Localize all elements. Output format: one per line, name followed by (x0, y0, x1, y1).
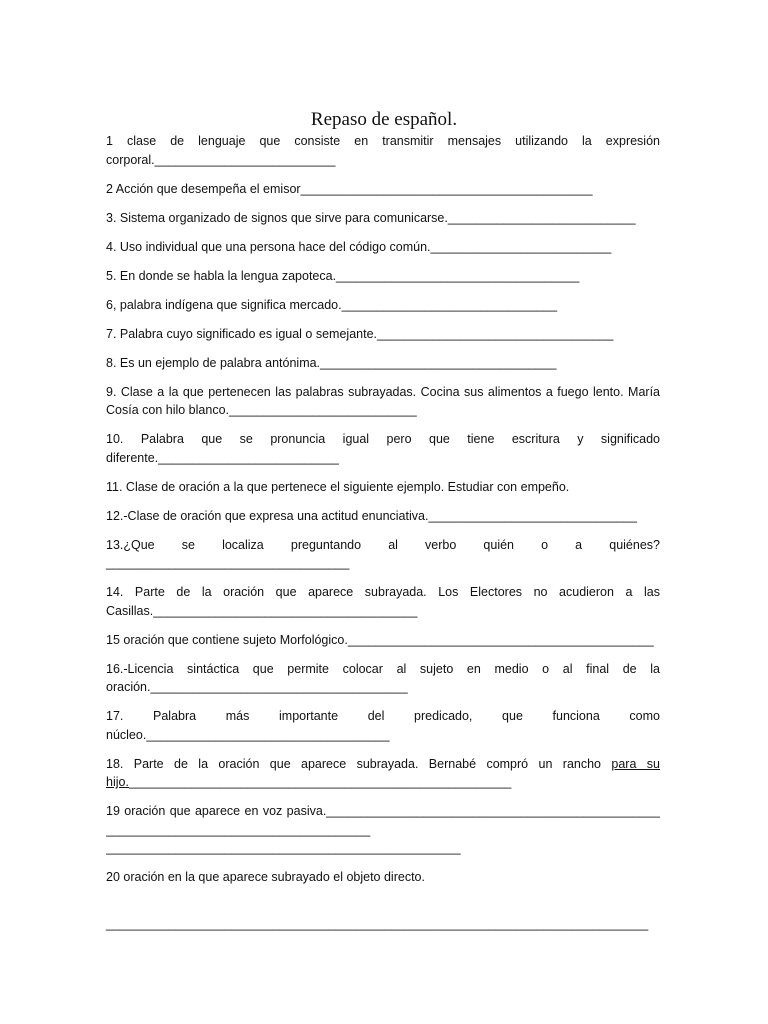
question-10 (106, 430, 660, 467)
answer-blank: ______________________________________ (153, 603, 418, 618)
question-16 (106, 660, 660, 697)
answer-blank: ___________________________________ (336, 268, 580, 283)
answer-blank: __________________________________ (377, 326, 614, 341)
underlined-phrase: para su hijo. (106, 756, 660, 789)
question-8 (106, 354, 660, 373)
answer-blank: ______________________________ (428, 508, 637, 523)
answer-blank: _______________________________ (341, 297, 558, 312)
question-18 (106, 755, 660, 792)
question-12 (106, 507, 660, 526)
answer-blank: ___________________________________ (146, 727, 390, 742)
answer-blank: ___________________________________ (106, 556, 350, 570)
question-text: 19 oración que aparece en voz pasiva. (106, 804, 327, 818)
question-text: 12.-Clase de oración que expresa una actitud enunciativa. (106, 508, 429, 523)
question-6 (106, 296, 660, 315)
answer-blank: __________________________________ (320, 355, 557, 370)
question-text: 18. Parte de la oración que aparece subrayada. Bernabé compró un rancho (106, 756, 612, 771)
question-text: 8. Es un ejemplo de palabra antónima. (106, 355, 321, 370)
answer-blank: _______________________________________________________ (128, 775, 512, 789)
question-1 (106, 132, 660, 169)
question-text: 14. Parte de la oración que aparece subrayada. Los Electores no acudieron a las Casillas. (106, 585, 660, 618)
question-text: 1 clase de lenguaje que consiste en transmitir mensajes utilizando la expresión corporal. (106, 134, 660, 167)
question-text: 9. Clase a la que pertenecen las palabras subrayadas. Cocina sus alimentos a fuego lento. María Cosía con hilo blanco. (106, 384, 660, 417)
answer-blank-2: ___________________________________________________ (106, 841, 461, 855)
answer-blank: ______________________________________________________________________________________ (106, 804, 660, 837)
answer-blank: __________________________________________ (300, 181, 593, 196)
question-text: 17. Palabra más importante del predicado, que funciona como núcleo. (106, 709, 660, 742)
question-list (106, 132, 660, 944)
question-text: 11. Clase de oración a la que pertenece el siguiente ejemplo. Estudiar con empeño. (106, 479, 570, 494)
answer-blank: ___________________________ (447, 210, 636, 225)
question-9 (106, 383, 660, 420)
question-text: 3. Sistema organizado de signos que sirve para comunicarse. (106, 210, 448, 225)
page-title: Repaso de español. (310, 109, 458, 130)
question-15 (106, 631, 660, 650)
answer-blank: ___________________________ (229, 403, 417, 417)
question-13 (106, 536, 660, 573)
question-14 (106, 583, 660, 620)
question-11 (106, 478, 660, 497)
answer-blank: __________________________ (154, 152, 336, 167)
question-19 (106, 802, 660, 858)
question-7 (106, 325, 660, 344)
question-4 (106, 238, 660, 257)
question-17 (106, 707, 660, 744)
question-text: 16.-Licencia sintáctica que permite colocar al sujeto en medio o al final de la oración. (106, 661, 660, 694)
answer-blank: __________________________ (430, 239, 612, 254)
question-text: 15 oración que contiene sujeto Morfológico. (106, 632, 348, 647)
spacer (106, 897, 660, 915)
answer-blank: ____________________________________________ (347, 632, 654, 647)
question-text: 4. Uso individual que una persona hace del código común. (106, 239, 431, 254)
answer-blank: _____________________________________ (150, 680, 408, 694)
question-3 (106, 209, 660, 228)
answer-blank: ______________________________________________________________________________ (106, 917, 649, 931)
question-text: 13.¿Que se localiza preguntando al verbo quién o a quiénes? (106, 537, 660, 552)
question-text: 10. Palabra que se pronuncia igual pero que tiene escritura y significado diferente. (106, 432, 660, 465)
question-text: 2 Acción que desempeña el emisor (106, 181, 301, 196)
question-20-blank-line (106, 915, 660, 934)
answer-blank: __________________________ (158, 450, 339, 465)
question-2 (106, 180, 660, 199)
question-text: 20 oración en la que aparece subrayado el objeto directo. (106, 870, 425, 884)
question-text: 6, palabra indígena que significa mercado. (106, 297, 342, 312)
question-text: 5. En donde se habla la lengua zapoteca. (106, 268, 337, 283)
question-5 (106, 267, 660, 286)
question-text: 7. Palabra cuyo significado es igual o semejante. (106, 326, 377, 341)
question-20 (106, 868, 660, 887)
